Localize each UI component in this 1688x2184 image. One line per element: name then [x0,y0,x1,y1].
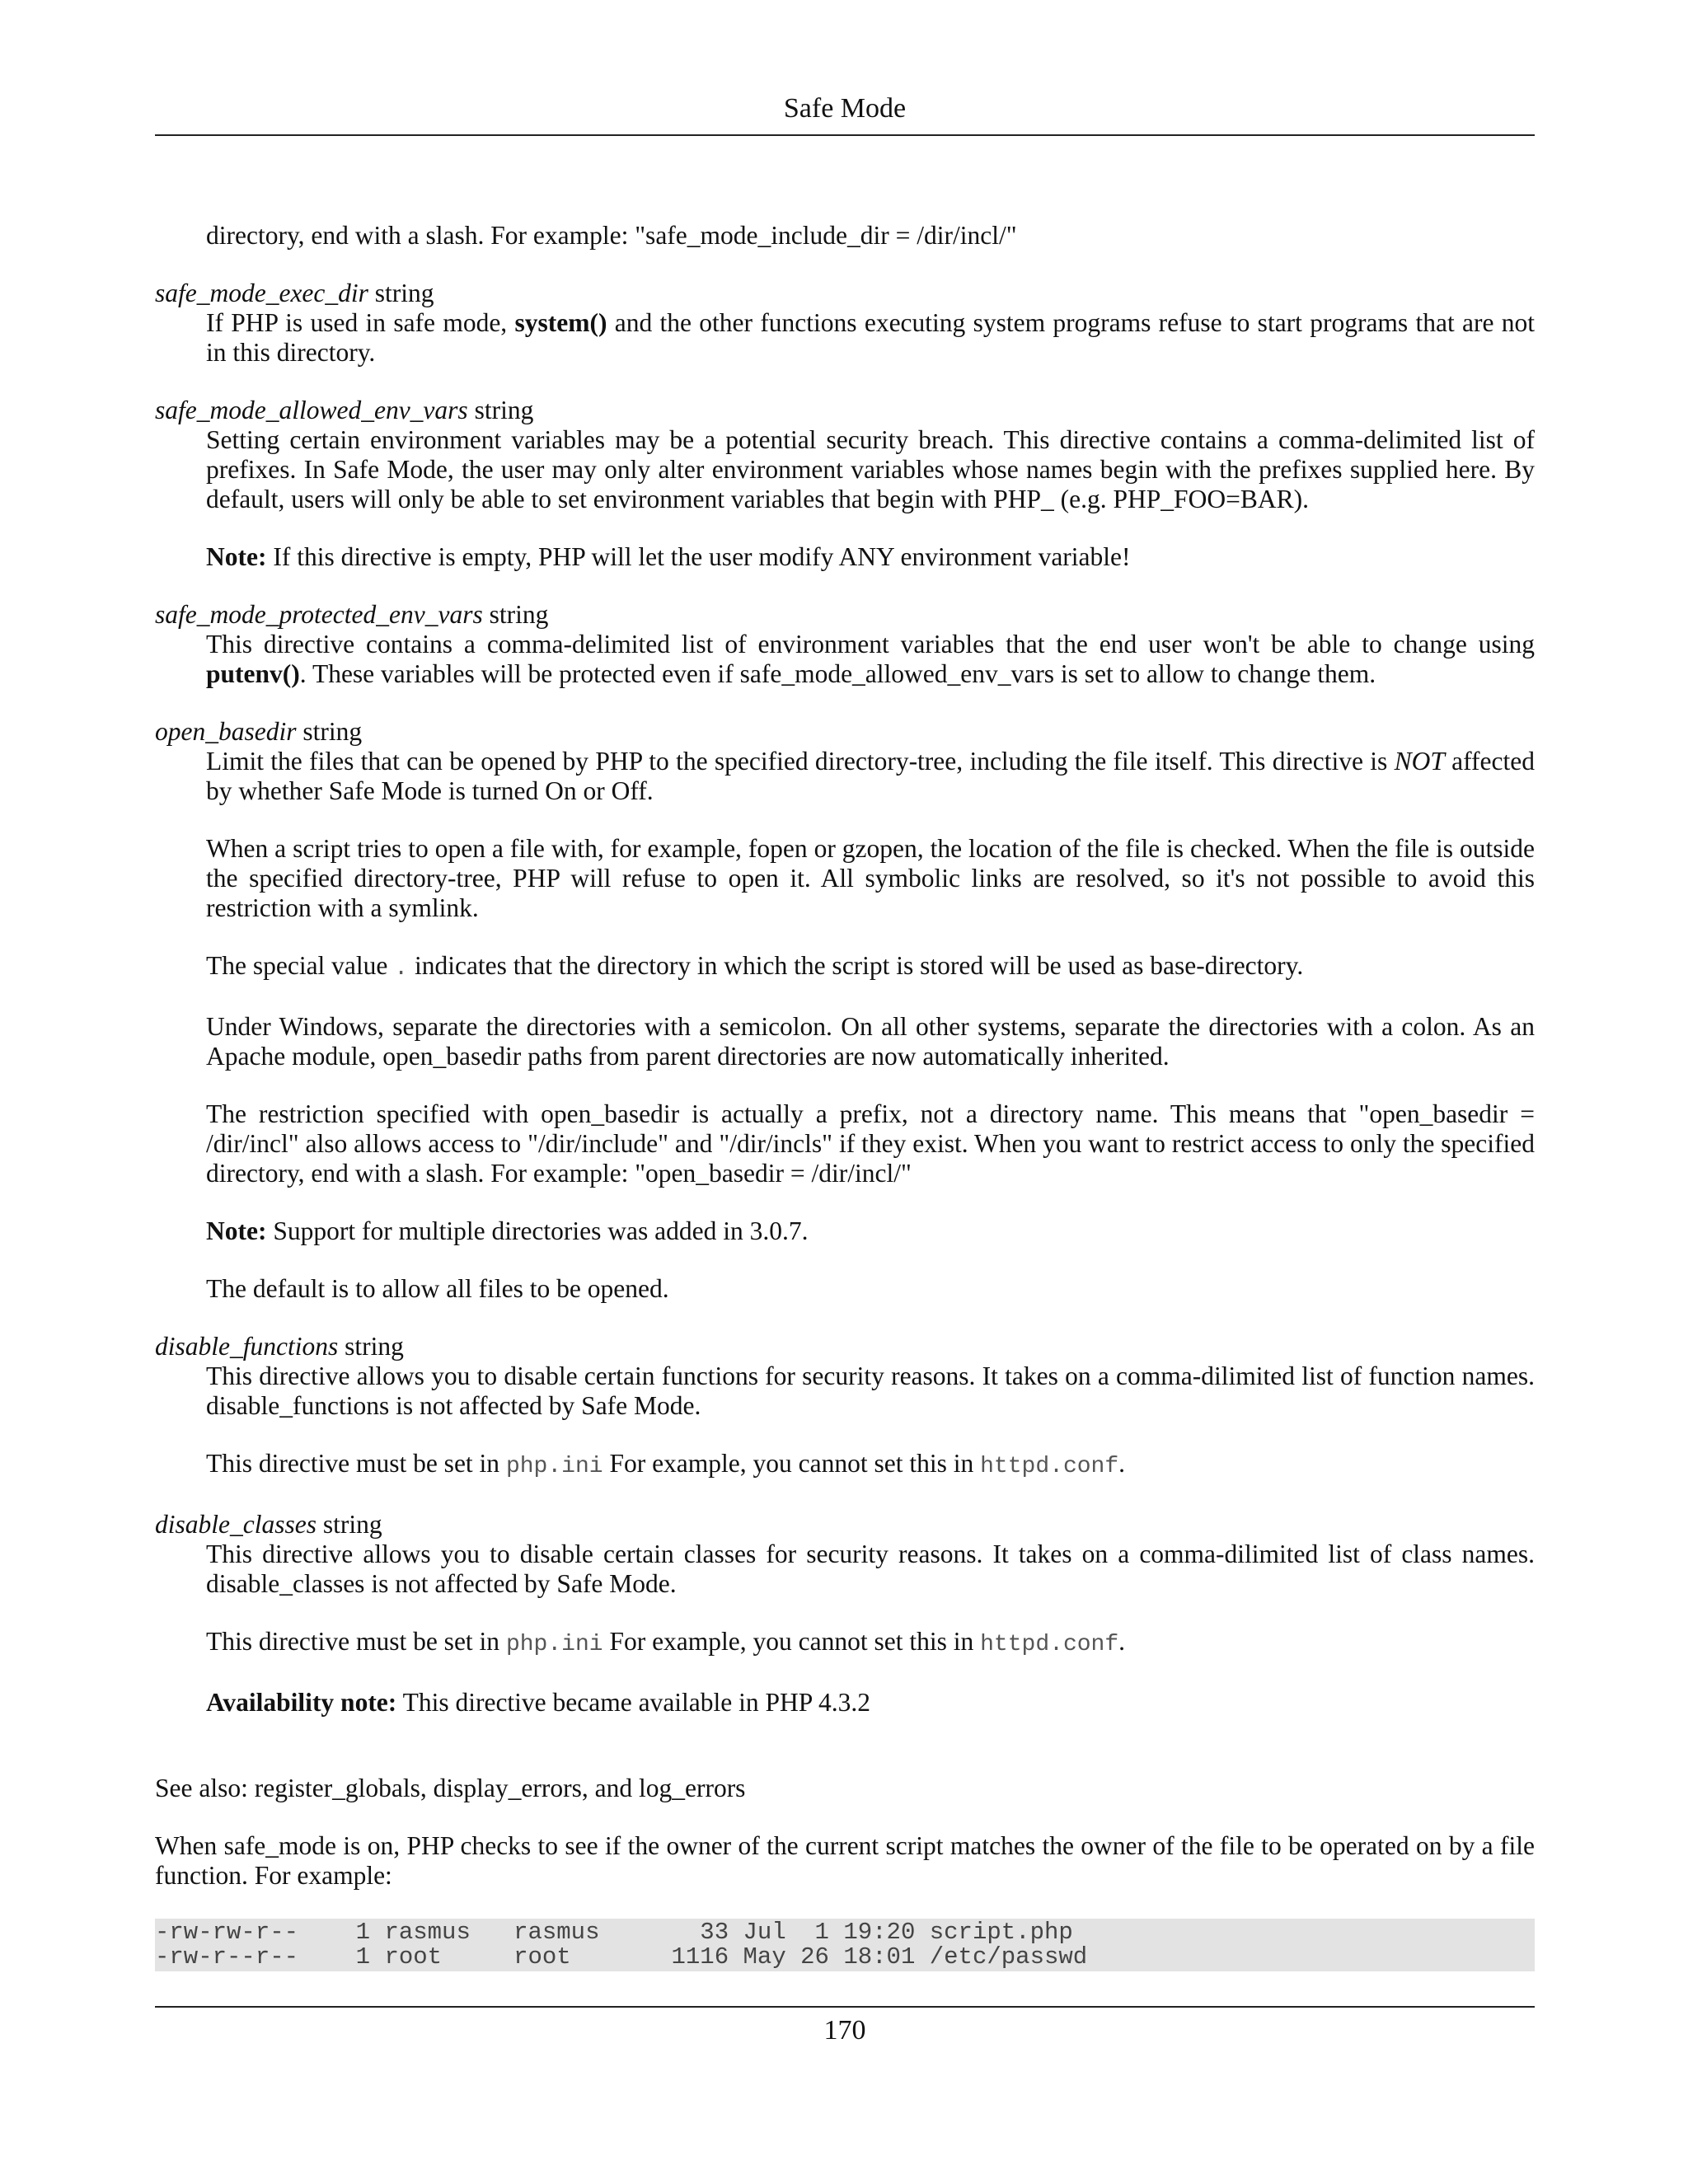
text-run: For example, you cannot set this in [603,1627,981,1656]
function-name: system() [514,308,607,337]
text-run: Limit the files that can be opened by PHP to the specified directory-tree, including the file itself. This directive is [206,747,1395,776]
paragraph: Under Windows, separate the directories with a semicolon. On all other systems, separate the directories with a colon. As an Apache module, open_basedir paths from parent directories are now automatically inherited. [206,1012,1535,1071]
term-description: This directive allows you to disable certain classes for security reasons. It takes on a comma-dilimited list of class names. disable_classes is not affected by Safe Mode. [206,1540,1535,1598]
text-run: . These variables will be protected even if safe_mode_allowed_env_vars is set to allow to change them. [299,659,1376,688]
note-label: Note: [206,542,267,571]
text-run: This directive must be set in [206,1449,506,1478]
term-type: string [489,600,549,629]
term-name: disable_functions [155,1332,339,1361]
filename: php.ini [505,1632,603,1657]
paragraph: The restriction specified with open_basedir is actually a prefix, not a directory name. This means that "open_basedir = /dir/incl" also allows access to "/dir/include" and "/dir/incls" if they exist. When you want to restrict access to only the specified directory, end with a slash. For example: "open_basedir = /dir/incl/" [206,1099,1535,1188]
term-heading [155,1510,1535,1540]
term-open-basedir [155,717,1535,1304]
paragraph: When a script tries to open a file with, for example, fopen or gzopen, the location of the file is checked. When the file is outside the specified directory-tree, PHP will refuse to open it. All symbolic links are resolved, so it's not possible to avoid this restriction with a symlink. [206,834,1535,922]
term-type: string [474,396,534,424]
paragraph [206,951,1535,984]
function-name: putenv() [206,659,300,688]
term-safe-mode-exec-dir [155,279,1535,368]
term-type: string [345,1332,404,1361]
note-text: Support for multiple directories was added in 3.0.7. [266,1216,809,1245]
listing-line: -rw-r--r-- 1 root root 1116 May 26 18:01 /etc/passwd [155,1943,1088,1971]
text-run: For example, you cannot set this in [603,1449,981,1478]
term-heading [155,717,1535,747]
term-heading [155,396,1535,425]
term-name: disable_classes [155,1510,316,1539]
term-description: This directive allows you to disable certain functions for security reasons. It takes on a comma-dilimited list of function names. disable_functions is not affected by Safe Mode. [206,1361,1535,1420]
note-label: Note: [206,1216,267,1245]
note-text: This directive became available in PHP 4.3.2 [396,1688,871,1717]
term-description: Setting certain environment variables may be a potential security breach. This directive contains a comma-delimited list of prefixes. In Safe Mode, the user may only alter environment variables whose names begin with the prefixes supplied here. By default, users will only be able to set environment variables that begin with PHP_ (e.g. PHP_FOO=BAR). [206,425,1535,513]
filename: httpd.conf [980,1454,1119,1479]
paragraph [206,1627,1535,1660]
term-type: string [302,717,363,746]
term-safe-mode-allowed-env-vars [155,396,1535,572]
note-paragraph [206,542,1535,572]
term-name: open_basedir [155,717,297,746]
page-body [155,221,1535,1971]
term-disable-functions [155,1332,1535,1482]
listing-line: -rw-rw-r-- 1 rasmus rasmus 33 Jul 1 19:20 script.php [155,1919,1073,1946]
code-listing [155,1919,1535,1971]
term-name: safe_mode_protected_env_vars [155,600,483,629]
emphasis: NOT [1394,747,1445,776]
note-paragraph [206,1216,1535,1246]
text-run: . [1118,1627,1126,1656]
document-page [155,0,1535,2184]
filename: php.ini [505,1454,603,1479]
term-name: safe_mode_allowed_env_vars [155,396,468,424]
text-run: and the other functions executing system programs refuse to start programs that are not in this directory. [206,308,1536,367]
text-run: The special value [206,951,395,980]
filename: httpd.conf [980,1632,1119,1657]
term-description [206,630,1535,689]
header-rule [155,134,1535,136]
term-description [206,308,1535,368]
running-header: Safe Mode [783,93,907,124]
term-description [206,747,1535,806]
term-type: string [322,1510,382,1539]
paragraph: The default is to allow all files to be opened. [206,1274,669,1303]
term-heading [155,600,1535,630]
paragraph: When safe_mode is on, PHP checks to see if the owner of the current script matches the owner of the file to be operated on by a file function. For example: [155,1831,1535,1890]
code-literal: . [394,956,409,982]
note-label: Availability note: [206,1688,397,1717]
text-run: . [1118,1449,1126,1478]
text-run: If PHP is used in safe mode, [206,308,515,337]
term-type: string [374,279,434,307]
page-number: 170 [823,2015,866,2046]
paragraph [206,1449,1535,1482]
text-run: This directive contains a comma-delimited list of environment variables that the end user won't be able to change using [206,630,1535,658]
term-heading [155,1332,1535,1361]
term-heading [155,279,1535,308]
intro-paragraph: directory, end with a slash. For example: "safe_mode_include_dir = /dir/incl/" [206,221,1017,250]
term-safe-mode-protected-env-vars [155,600,1535,689]
text-run: affected by whether Safe Mode is turned On or Off. [206,747,1535,805]
see-also-paragraph: See also: register_globals, display_errors, and log_errors [155,1774,746,1802]
text-run: indicates that the directory in which the script is stored will be used as base-directory. [408,951,1304,980]
note-text: If this directive is empty, PHP will let the user modify ANY environment variable! [266,542,1131,571]
footer-rule [155,2006,1535,2008]
term-disable-classes [155,1510,1535,1718]
term-name: safe_mode_exec_dir [155,279,368,307]
text-run: This directive must be set in [206,1627,506,1656]
availability-note [206,1688,1535,1718]
